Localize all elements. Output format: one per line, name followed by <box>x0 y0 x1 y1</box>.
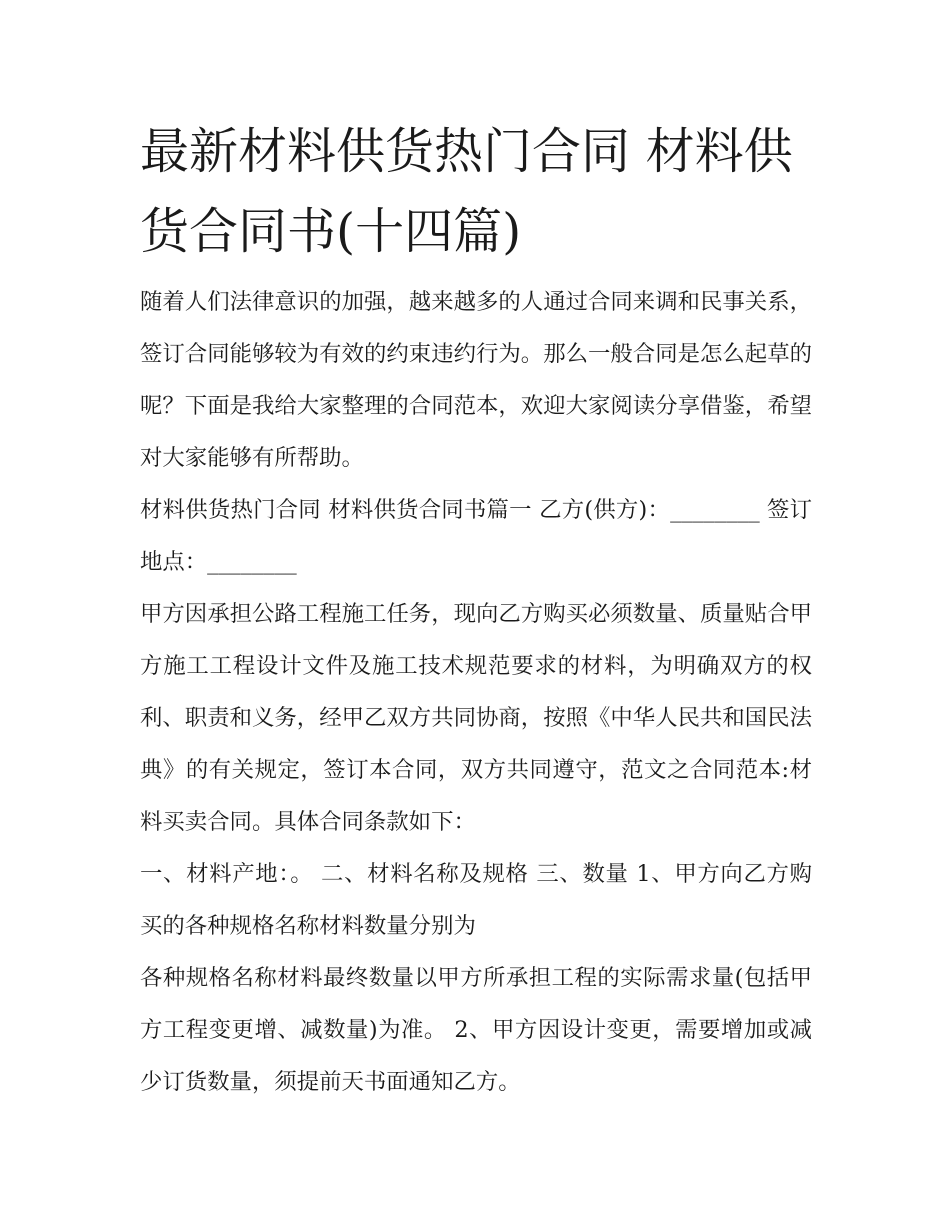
contract-header-paragraph: 材料供货热门合同 材料供货合同书篇一 乙方(供方)：________ 签订地点：________ <box>140 497 812 575</box>
quantity-paragraph: 各种规格名称材料最终数量以甲方所承担工程的实际需求量(包括甲方工程变更增、减数量)为准。 2、甲方因设计变更，需要增加或减少订货数量，须提前天书面通知乙方。 <box>140 965 812 1095</box>
clause-paragraph: 一、材料产地：。 二、材料名称及规格 三、数量 1、甲方向乙方购买的各种规格名称材料数量分别为 <box>140 861 812 939</box>
document-page <box>140 112 812 1108</box>
document-title: 最新材料供货热门合同 材料供货合同书(十四篇) <box>140 123 793 260</box>
intro-paragraph: 随着人们法律意识的加强，越来越多的人通过合同来调和民事关系，签订合同能够较为有效的约束违约行为。那么一般合同是怎么起草的呢？下面是我给大家整理的合同范本，欢迎大家阅读分享借鉴，希望对大家能够有所帮助。 <box>140 289 812 471</box>
preamble-paragraph: 甲方因承担公路工程施工任务，现向乙方购买必须数量、质量贴合甲方施工工程设计文件及施工技术规范要求的材料，为明确双方的权利、职责和义务，经甲乙双方共同协商，按照《中华人民共和国民法典》的有关规定，签订本合同，双方共同遵守，范文之合同范本:材料买卖合同。具体合同条款如下： <box>140 601 812 835</box>
